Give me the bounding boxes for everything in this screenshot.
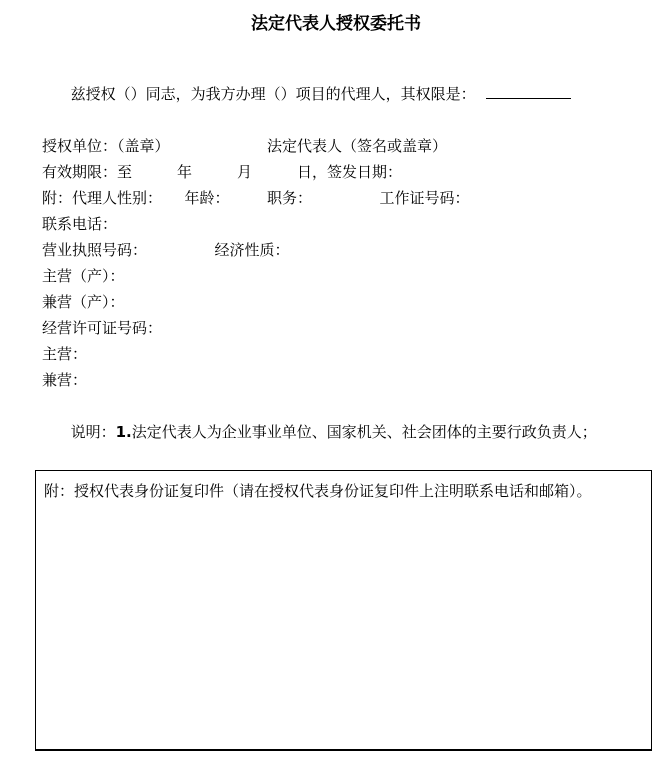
attachment-box [35,470,652,751]
notes-label: 说明： [70,423,116,441]
agent-info-line: 附：代理人性别： 年龄： 职务： 工作证号码： [42,189,470,207]
permit-line: 经营许可证号码： [42,319,163,337]
side-line: 兼营： [42,371,88,389]
license-line: 营业执照号码： 经济性质： [42,241,290,259]
main-product-line: 主营（产）： [42,267,125,285]
validity-line: 有效期限：至 年 月 日，签发日期： [42,163,403,181]
note-number-1: 1. [115,423,132,441]
authorization-line [42,55,652,133]
attachment-note: 附：授权代表身份证复印件（请在授权代表身份证复印件上注明联系电话和邮箱）。 [44,482,592,500]
phone-line: 联系电话： [42,215,118,233]
document-title: 法定代表人授权委托书 [251,14,421,34]
main-line: 主营： [42,345,88,363]
authority-blank-field [486,86,571,99]
unit-line: 授权单位：（盖章） 法定代表人（签名或盖章） [42,137,448,155]
notes-line-1 [42,393,652,471]
note-text-1: 法定代表人为企业事业单位、国家机关、社会团体的主要行政负责人； [131,423,597,441]
side-product-line: 兼营（产）： [42,293,125,311]
authorization-text: 兹授权（）同志，为我方办理（）项目的代理人，其权限是： [70,85,476,103]
